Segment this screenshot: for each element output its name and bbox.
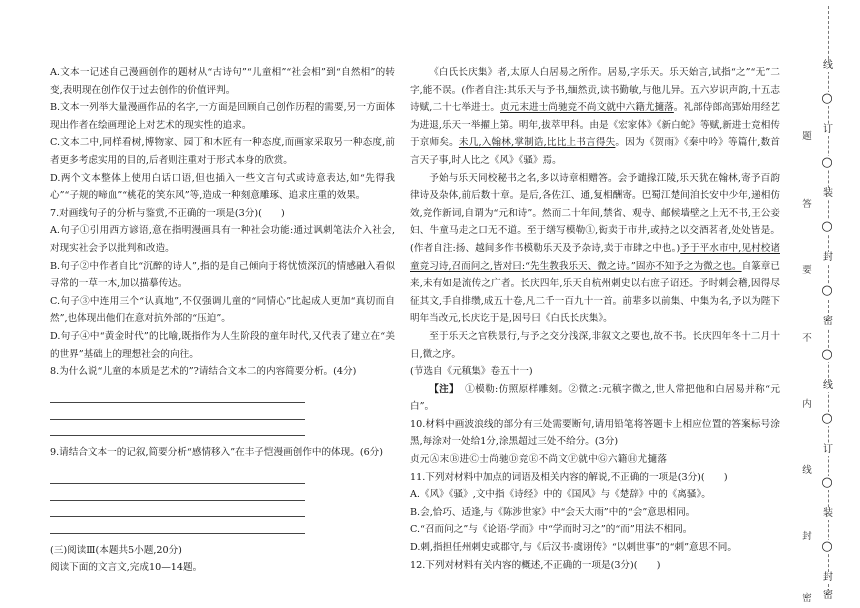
binding-label: 线 bbox=[817, 60, 839, 72]
passage-text: 《白氏长庆集》者,太原人白居易之所作。居易,字乐天。乐天始言,试指“之”“无”二字,能不误。(作者自注:其乐天与予书,缅然贡,读书勤敏,与他儿异。五六岁识声韵,十五志诗赋,二十七举进士。 bbox=[410, 67, 780, 114]
binding-hole-icon: ○ bbox=[821, 475, 833, 490]
note-text: ①模勒:仿照原样雕刻。②微之:元稹字微之,世人常把他和白居易并称“元白”。 bbox=[410, 383, 781, 413]
answer-line[interactable] bbox=[50, 403, 305, 420]
answer-line[interactable] bbox=[50, 501, 305, 518]
answer-line[interactable] bbox=[50, 387, 305, 404]
binding-hole-icon: ○ bbox=[821, 91, 833, 106]
q11-stem: 11.下列对材料中加点的词语及相关内容的解说,不正确的一项是(3分)( ) bbox=[410, 471, 728, 483]
annotation bbox=[410, 381, 780, 416]
passage-text: 。礼部侍郎高郢始用经艺为进退,乐天一举擢上第。明年,拔萃甲科。由是《宏家体》《新白蛇》等赋,新进士竞相传于京师矣。 bbox=[410, 102, 780, 149]
binding-field-label: 封 bbox=[802, 531, 812, 542]
wavy-underlined-text: 贞元末进士尚驰竞不尚文就中六籍尤擿落 bbox=[500, 102, 674, 114]
q6-option-a: A.文本一记述自己漫画创作的题材从“古诗句”“儿童相”“社会相”到“自然相”的转变,表明现在创作仅于过去创作的价值评判。 bbox=[50, 67, 395, 96]
underlined-text: 未几,入翰林,掌制诰,比比上书言得失 bbox=[458, 137, 616, 149]
q10-stem: 10.材料中画波浪线的部分有三处需要断句,请用铅笔将答题卡上相应位置的答案标号涂黑,每涂对一处给1分,涂黑超过三处不给分。(3分) bbox=[410, 418, 780, 448]
binding-label: 订 bbox=[817, 444, 839, 456]
binding-label: 密 bbox=[817, 590, 839, 602]
binding-field-label: 密 bbox=[802, 593, 812, 604]
q7-option-b: B.句子②中作者自比“沉醉的诗人”,指的是自己倾向于将忧愤深沉的情感融入看似寻常的一草一木,加以描摹传达。 bbox=[50, 260, 395, 290]
binding-field-label: 内 bbox=[802, 399, 812, 410]
passage-text: 予始与乐天同校秘书之名,多以诗章相赠答。会予谴掾江陵,乐天犹在翰林,寄予百韵律诗及杂体,前后数十章。是后,各佐江、通,复相酬寄。巴蜀江楚间洎长安中少年,递相仿效,竞作新词,自谓为“元和诗”。然而二十年间,禁省、观寺、邮候墙壁之上无不书,王公妾妇、牛童马走之口无不道。至于缮写模勒①,衒卖于市井,或持之以交酒茗者,处处皆是。(作者自注:扬、越间多作书模勒乐天及予杂诗,卖于市肆之中也。) bbox=[410, 172, 780, 254]
binding-hole-icon: ○ bbox=[821, 539, 833, 554]
section-3-instruction: 阅读下面的文言文,完成10—14题。 bbox=[50, 562, 203, 574]
q11-option-d: D.刺,指担任州刺史或郡守,与《后汉书·虞诩传》“以刺世事”的“刺”意思不同。 bbox=[410, 542, 737, 554]
q7-option-d: D.句子④中“黄金时代”的比喻,既指作为人生阶段的童年时代,又代表了建立在“美的世界”基础上的理想社会的向往。 bbox=[50, 330, 395, 360]
q9-answer-lines[interactable] bbox=[50, 468, 395, 534]
binding-field-label: 答 bbox=[802, 199, 812, 210]
passage-paragraph-3: 至于乐天之官秩景行,与予之交分浅深,非叙文之要也,故不书。长庆四年冬十二月十日,微之序。 bbox=[410, 330, 780, 360]
q6-option-d: D.两个文本整体上使用白话口语,但也插入一些文言句式或诗意表达,如“先得我心”“子规的啼血”“桃花的笑东风”等,造成一种刻意雕琢、追求庄重的效果。 bbox=[50, 172, 395, 202]
binding-hole-icon: ○ bbox=[821, 347, 833, 362]
passage-text: 自篆章已来,未有如是流传之广者。长庆四年,乐天自杭州刺史以右庶子诏还。予时刺会稽,因得尽征其文,手自排缵,成五十卷,凡二千一百九十一首。前辈多以前集、中集为名,予以为陛下明年当改元,长庆讫于是,因号曰《白氏长庆集》。 bbox=[410, 260, 781, 325]
passage-paragraph-2 bbox=[410, 170, 780, 328]
binding-field-label: 题 bbox=[802, 131, 812, 142]
q9-stem: 9.请结合文本一的记叙,简要分析“感情移入”在丰子恺漫画创作中的体现。(6分) bbox=[50, 447, 384, 459]
q7-option-c: C.句子③中连用三个“认真地”,不仅强调儿童的“同情心”比起成人更加“真切而自然”,也体现出他们在意对抗外部的“压迫”。 bbox=[50, 295, 395, 325]
binding-label: 线 bbox=[817, 380, 839, 392]
binding-hole-icon: ○ bbox=[821, 283, 833, 298]
q11-option-b: B.会,恰巧、适逢,与《陈涉世家》中“会天大雨”中的“会”意思相同。 bbox=[410, 506, 696, 518]
binding-label: 密 bbox=[817, 316, 839, 328]
q11-option-a: A.《风》《骚》,文中指《诗经》中的《国风》与《楚辞》中的《离骚》。 bbox=[410, 489, 711, 501]
binding-margin bbox=[790, 0, 860, 608]
binding-label: 装 bbox=[817, 508, 839, 520]
answer-line[interactable] bbox=[50, 468, 305, 485]
binding-hole-icon: ○ bbox=[821, 219, 833, 234]
binding-label: 封 bbox=[817, 572, 839, 584]
note-label: 【注】 bbox=[429, 383, 460, 395]
binding-label: 封 bbox=[817, 252, 839, 264]
binding-field-label: 不 bbox=[802, 333, 812, 344]
binding-field-label: 要 bbox=[802, 265, 812, 276]
q7-option-a: A.句子①引用西方谚语,意在指明漫画具有一种社会功能:通过讽刺笔法介入社会,对现实社会予以批判和改造。 bbox=[50, 225, 395, 254]
passage-source: (节选自《元稹集》卷五十一) bbox=[410, 366, 533, 378]
answer-line[interactable] bbox=[50, 517, 305, 534]
right-column bbox=[410, 64, 780, 574]
q12-stem: 12.下列对材料有关内容的概述,不正确的一项是(3分)( ) bbox=[410, 559, 661, 571]
q8-answer-lines[interactable] bbox=[50, 387, 395, 437]
binding-label: 订 bbox=[817, 124, 839, 136]
answer-line[interactable] bbox=[50, 484, 305, 501]
binding-label: 装 bbox=[817, 188, 839, 200]
binding-hole-icon: ○ bbox=[821, 411, 833, 426]
q7-stem: 7.对画线句子的分析与鉴赏,不正确的一项是(3分)( ) bbox=[50, 207, 285, 219]
binding-field-label: 线 bbox=[802, 465, 812, 476]
left-column bbox=[50, 64, 395, 577]
binding-hole-icon: ○ bbox=[821, 155, 833, 170]
answer-line[interactable] bbox=[50, 420, 305, 437]
section-3-heading: (三)阅读Ⅲ(本题共5小题,20分) bbox=[50, 544, 182, 556]
q10-sentence-with-markers: 贞元Ⓐ末Ⓑ进Ⓒ士尚驰Ⓓ竞Ⓔ不尚文Ⓕ就中Ⓖ六籍Ⓗ尤擿落 bbox=[410, 454, 668, 466]
q6-option-b: B.文本一列举大量漫画作品的名字,一方面是回顾自己创作历程的需要,另一方面体现出作者在绘画理论上对艺术的现实性的追求。 bbox=[50, 102, 395, 131]
passage-text: 。因为《贺雨》《秦中吟》等篇什,数首言天子事,时人比之《风》《骚》焉。 bbox=[410, 137, 781, 166]
q8-stem: 8.为什么说“儿童的本质是艺术的”?请结合文本二的内容简要分析。(4分) bbox=[50, 366, 357, 378]
underlined-text: 予于平水市中,见村校诸童竞习诗,召而问之,皆对曰:“先生教我乐天、微之诗。”固亦不知予之为微之也。 bbox=[410, 242, 780, 272]
q6-option-c: C.文本二中,同样看树,博物家、园丁和木匠有一种态度,而画家采取另一种态度,前者更多考虑实用的目的,后者则注重对于形式本身的欣赏。 bbox=[50, 137, 395, 166]
passage-paragraph-1 bbox=[410, 64, 780, 170]
q11-option-c: C.“召而问之”与《论语·学而》中“学而时习之”的“而”用法不相同。 bbox=[410, 524, 693, 536]
